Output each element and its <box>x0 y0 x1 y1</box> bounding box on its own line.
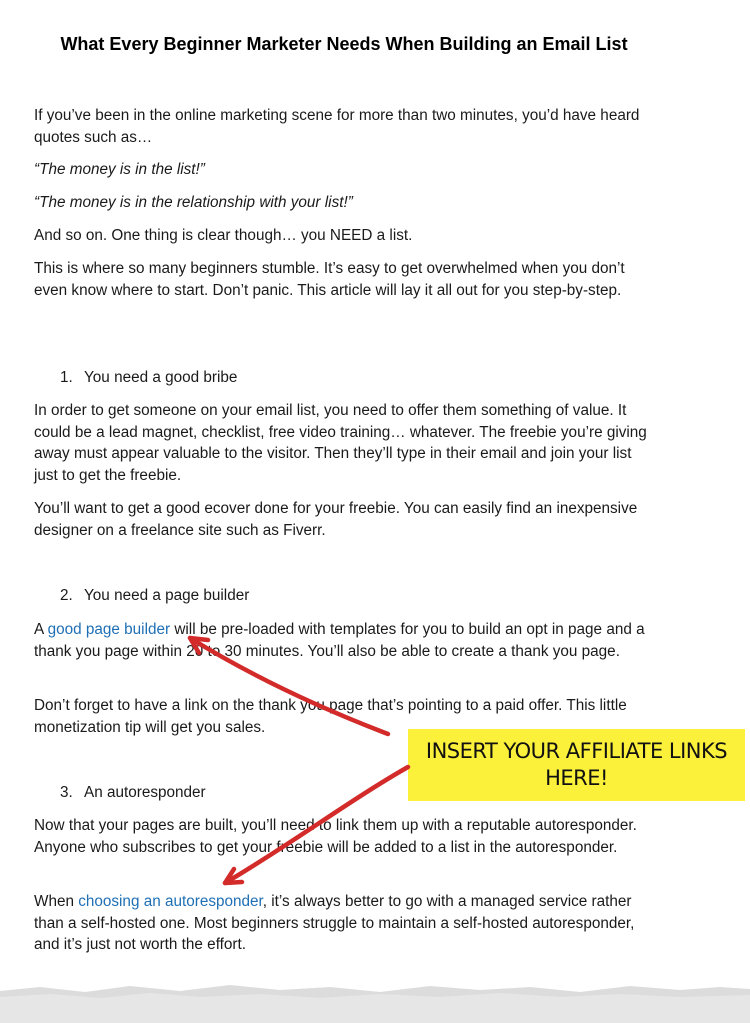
section-heading-text: An autoresponder <box>84 784 206 801</box>
section-3-paragraph-1: Now that your pages are built, you’ll need to link them up with a reputable autoresponder. Anyone who subscribes to get your freebie will be added to a list in the autoresponder. <box>34 817 637 856</box>
paragraph-text: , it’s always better to go with a managed service rather than a self-hosted one. Most beginners struggle to maintain a self-hosted autoresponder, and it’s just not worth the effort. <box>34 893 635 953</box>
section-2-paragraph-1 <box>34 619 654 662</box>
section-heading-text: You need a page builder <box>84 587 250 604</box>
quote-1: “The money is in the list!” <box>34 161 205 178</box>
section-number: 2. <box>60 587 73 604</box>
section-number: 1. <box>60 369 73 386</box>
autoresponder-link[interactable]: choosing an autoresponder <box>78 893 263 910</box>
article-title: What Every Beginner Marketer Needs When Building an Email List <box>60 34 628 54</box>
section-heading-text: You need a good bribe <box>84 369 238 386</box>
section-2-paragraph-2: Don’t forget to have a link on the thank you page that’s pointing to a paid offer. This little monetization tip will get you sales. <box>34 697 627 736</box>
callout-line-2: HERE! <box>545 766 608 790</box>
intro-paragraph-1: If you’ve been in the online marketing scene for more than two minutes, you’d have heard quotes such as… <box>34 107 640 146</box>
section-1-paragraph-2: You’ll want to get a good ecover done for your freebie. You can easily find an inexpensive designer on a freelance site such as Fiverr. <box>34 500 638 539</box>
torn-paper-edge <box>0 975 750 1023</box>
paragraph-text: will be pre-loaded with templates for you to build an opt in page and a thank you page within 20 to 30 minutes. You’ll also be able to create a thank you page. <box>34 621 645 660</box>
section-heading-2 <box>60 585 249 607</box>
intro-paragraph-3: This is where so many beginners stumble. It’s easy to get overwhelmed when you don’t even know where to start. Don’t panic. This article will lay it all out for you step-by-step. <box>34 260 625 299</box>
intro-paragraph-2: And so on. One thing is clear though… you NEED a list. <box>34 227 413 244</box>
quote-2: “The money is in the relationship with your list!” <box>34 194 353 211</box>
paragraph-text: When <box>34 893 79 910</box>
section-3-paragraph-2 <box>34 891 654 956</box>
section-1-paragraph-1: In order to get someone on your email list, you need to offer them something of value. It could be a lead magnet, checklist, free video training… whatever. The freebie you’re giving away must appear valuable to the visitor. Then they’ll type in their email and join your list just to get the freebie. <box>34 402 647 484</box>
page-builder-link[interactable]: good page builder <box>47 621 171 638</box>
section-heading-1 <box>60 367 237 389</box>
section-heading-3 <box>60 782 206 804</box>
affiliate-links-callout <box>408 729 745 801</box>
paragraph-text: A <box>34 621 48 638</box>
section-number: 3. <box>60 784 73 801</box>
callout-line-1: INSERT YOUR AFFILIATE LINKS <box>425 739 728 763</box>
